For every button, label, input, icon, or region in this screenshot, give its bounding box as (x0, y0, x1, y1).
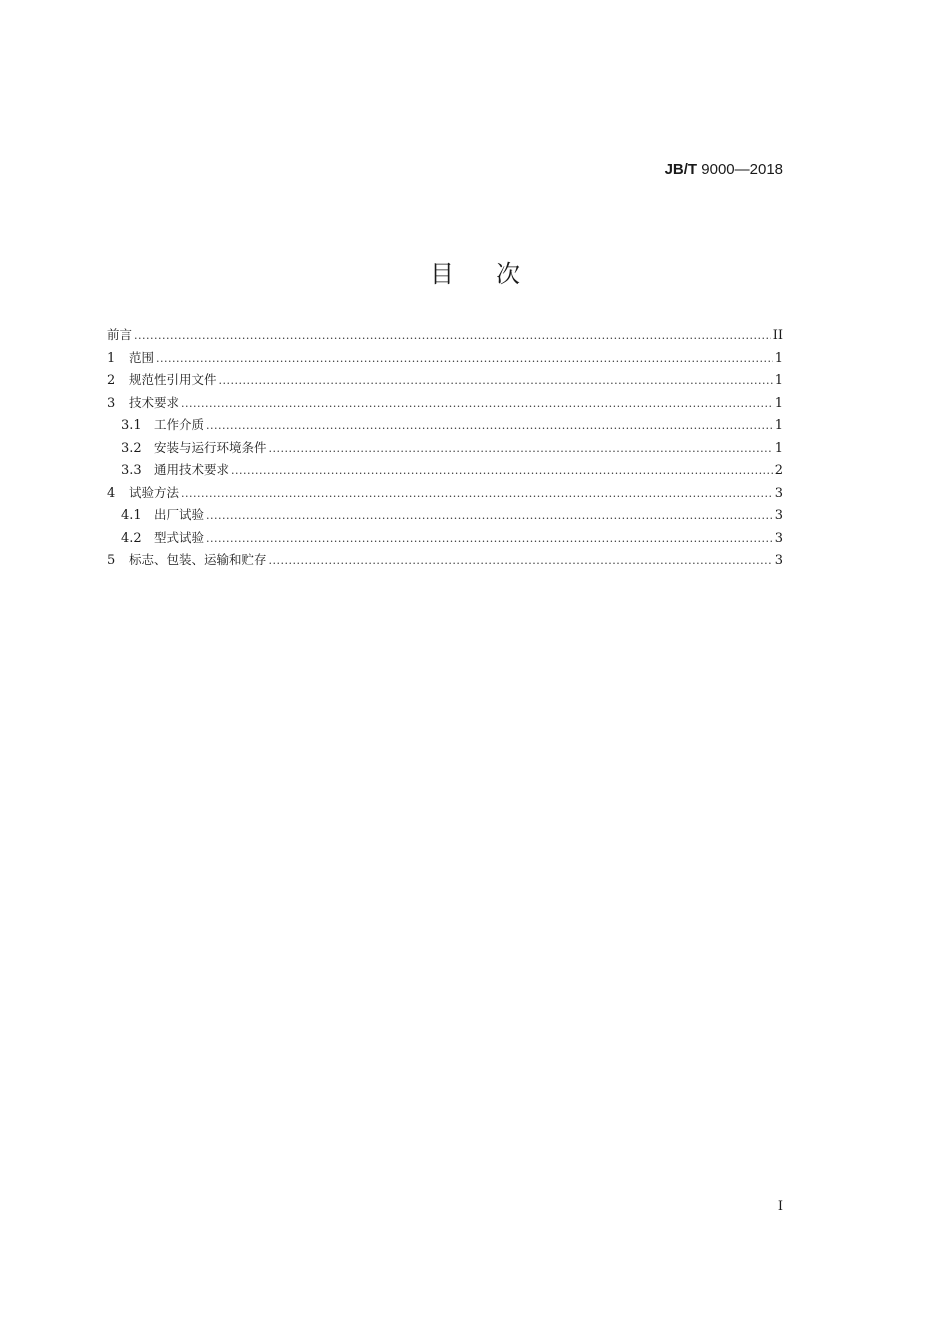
toc-entry-number: 3.3 (121, 463, 142, 478)
toc-entry-number: 4 (107, 485, 116, 501)
toc-entry-number: 3 (107, 395, 116, 411)
table-of-contents (107, 325, 783, 573)
toc-leader-dots (156, 352, 773, 365)
toc-entry-page: 1 (774, 350, 783, 366)
toc-entry-4[interactable] (107, 483, 783, 506)
standard-code-number: 9000—2018 (697, 161, 783, 178)
toc-entry-number: 4.2 (121, 530, 142, 546)
standard-code (665, 161, 783, 178)
toc-entry-5[interactable] (107, 550, 783, 573)
toc-entry-3-1[interactable] (107, 415, 783, 438)
toc-entry-page: 1 (774, 395, 783, 411)
toc-entry-3-3[interactable] (107, 460, 783, 483)
toc-entry-number: 3.2 (121, 440, 142, 456)
toc-entry-number: 1 (107, 350, 116, 366)
toc-entry-page: 2 (774, 463, 783, 478)
toc-title: 目次 (430, 260, 562, 288)
toc-entry-text: 工作介质 (154, 417, 205, 432)
toc-entry-page: 1 (774, 373, 783, 388)
toc-entry-text: 安装与运行环境条件 (154, 439, 267, 455)
toc-leader-dots (181, 487, 773, 500)
page-number: I (777, 1199, 783, 1214)
toc-leader-dots (181, 397, 773, 410)
toc-entry-text: 标志、包装、运输和贮存 (129, 552, 267, 567)
toc-leader-dots (219, 374, 773, 387)
toc-leader-dots (269, 442, 773, 455)
standard-code-prefix: JB/T (664, 161, 698, 178)
toc-entry-number: 4.1 (121, 508, 142, 523)
toc-entry-page: 1 (774, 418, 783, 433)
toc-entry-text: 型式试验 (154, 529, 205, 545)
toc-entry-text: 规范性引用文件 (129, 372, 217, 387)
toc-entry-text: 通用技术要求 (154, 462, 230, 477)
toc-entry-2[interactable] (107, 370, 783, 393)
toc-leader-dots (231, 464, 773, 477)
toc-entry-number: 2 (107, 373, 116, 388)
toc-entry-text: 出厂试验 (154, 507, 205, 522)
toc-entry-text: 范围 (129, 349, 155, 365)
toc-entry-foreword[interactable] (107, 325, 783, 348)
toc-entry-text: 试验方法 (129, 484, 180, 500)
toc-entry-text: 技术要求 (129, 394, 180, 410)
toc-leader-dots (206, 532, 773, 545)
toc-entry-page: 3 (774, 553, 783, 568)
toc-entry-page: II (772, 328, 783, 343)
toc-entry-3[interactable] (107, 393, 783, 416)
toc-leader-dots (206, 509, 773, 522)
toc-entry-text: 前言 (107, 327, 133, 342)
toc-leader-dots (206, 419, 773, 432)
toc-leader-dots (134, 329, 771, 342)
toc-entry-page: 1 (774, 440, 783, 456)
toc-entry-page: 3 (774, 485, 783, 501)
toc-entry-4-2[interactable] (107, 528, 783, 551)
toc-entry-number: 3.1 (121, 418, 142, 433)
toc-leader-dots (269, 554, 773, 567)
toc-entry-number: 5 (107, 553, 116, 568)
toc-entry-1[interactable] (107, 348, 783, 371)
toc-entry-4-1[interactable] (107, 505, 783, 528)
toc-entry-page: 3 (774, 508, 783, 523)
toc-entry-page: 3 (774, 530, 783, 546)
toc-entry-3-2[interactable] (107, 438, 783, 461)
